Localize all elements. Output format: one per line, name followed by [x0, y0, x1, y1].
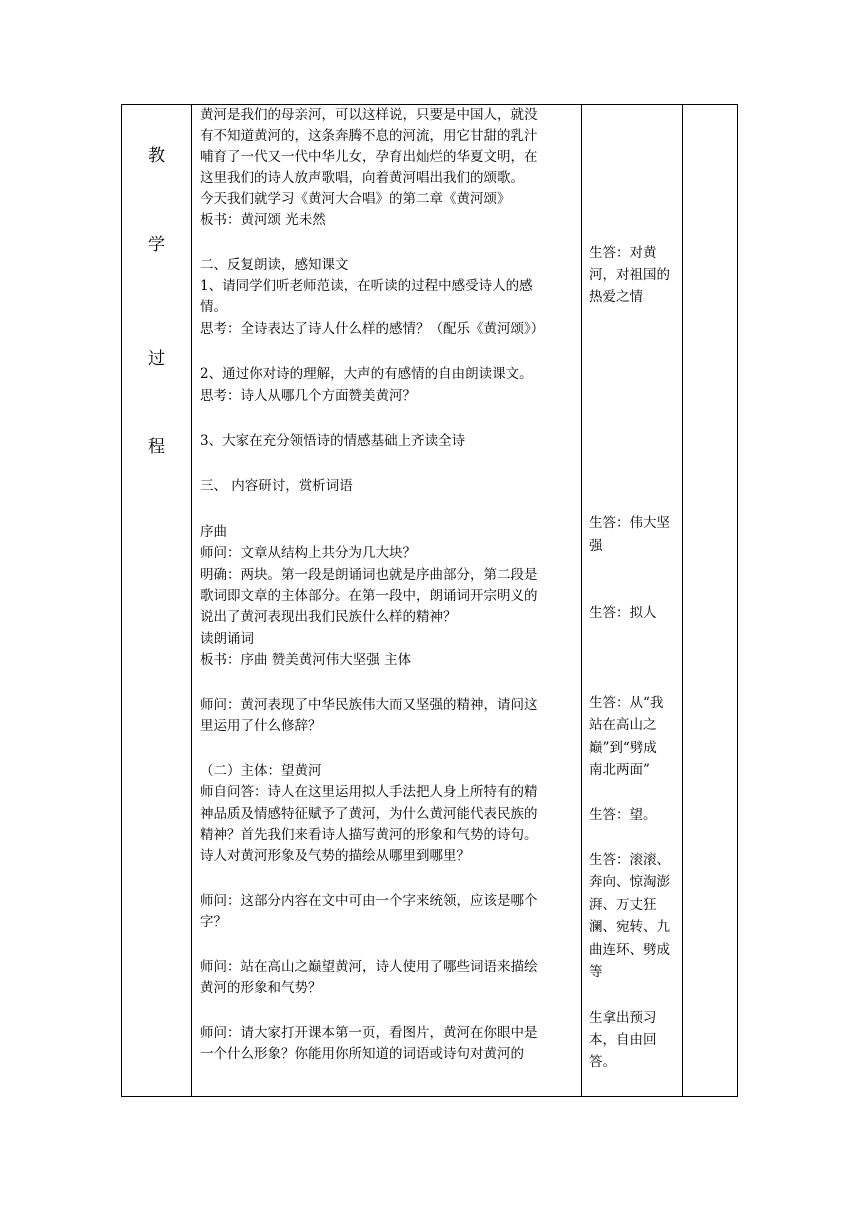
content-line: 说出了黄河表现出我们民族什么样的精神？ — [200, 609, 457, 625]
content-line: 歌词即文章的主体部分。在第一段中，朗诵词开宗明义的 — [200, 588, 538, 604]
side-label-char: 过 — [148, 349, 165, 369]
answer-line: 河，对祖国的 — [589, 267, 670, 283]
student-answers — [589, 105, 679, 1096]
content-line: 哺育了一代又一代中华儿女，孕育出灿烂的华夏文明，在 — [200, 149, 538, 165]
content-line: 明确：两块。第一段是朗诵词也就是序曲部分，第二段是 — [200, 567, 538, 583]
answer-line: 热爱之情 — [589, 289, 643, 305]
content-line: 二、反复朗读，感知课文 — [200, 257, 349, 273]
content-line: 师问：这部分内容在文中可由一个字来统领，应该是哪个 — [200, 893, 538, 909]
answer-line: 南北两面” — [589, 762, 650, 778]
content-line: 思考：全诗表达了诗人什么样的感情？（配乐《黄河颂》） — [200, 321, 545, 337]
answer-line: 曲连环、劈成 — [589, 942, 670, 958]
answer-line: 生答：从“我 — [589, 695, 664, 711]
content-line: 师问：黄河表现了中华民族伟大而又坚强的精神，请问这 — [200, 697, 538, 713]
content-line: 师问：文章从结构上共分为几大块？ — [200, 545, 416, 561]
answer-line: 生答：伟大坚 — [589, 515, 670, 531]
answer-line: 等 — [589, 964, 603, 980]
content-line: 这里我们的诗人放声歌唱，向着黄河唱出我们的颂歌。 — [200, 170, 524, 186]
content-line: 3、大家在充分领悟诗的情感基础上齐读全诗 — [200, 433, 466, 449]
column-divider — [682, 105, 683, 1096]
answer-line: 答。 — [589, 1054, 616, 1070]
answer-line: 湃、万丈狂 — [589, 897, 657, 913]
content-line: 思考：诗人从哪几个方面赞美黄河？ — [200, 388, 416, 404]
teaching-content — [200, 105, 576, 1096]
content-line: 1、请同学们听老师范读，在听读的过程中感受诗人的感 — [200, 278, 533, 294]
answer-line: 奔向、惊淘澎 — [589, 874, 670, 890]
answer-line: 生答：拟人 — [589, 605, 657, 621]
content-line: 情。 — [200, 299, 227, 315]
answer-line: 澜、宛转、九 — [589, 919, 670, 935]
side-label-char: 学 — [148, 235, 165, 255]
answer-line: 生答：望。 — [589, 807, 657, 823]
column-divider — [191, 105, 192, 1096]
content-line: 师问：站在高山之巅望黄河，诗人使用了哪些词语来描绘 — [200, 959, 538, 975]
content-line: 板书：序曲 赞美黄河伟大坚强 主体 — [200, 652, 412, 668]
answer-line: 强 — [589, 538, 603, 554]
answer-line: 站在高山之 — [589, 717, 657, 733]
answer-line: 本，自由回 — [589, 1032, 657, 1048]
content-line: 读朗诵词 — [200, 631, 254, 647]
side-label-char: 教 — [148, 146, 165, 166]
content-line: 里运用了什么修辞？ — [200, 718, 322, 734]
content-line: （二）主体：望黄河 — [200, 763, 322, 779]
answer-line: 生拿出预习 — [589, 1010, 657, 1026]
content-line: 有不知道黄河的，这条奔腾不息的河流，用它甘甜的乳汁 — [200, 128, 538, 144]
content-line: 精神？首先我们来看诗人描写黄河的形象和气势的诗句。 — [200, 827, 538, 843]
content-line: 神品质及情感特征赋予了黄河，为什么黄河能代表民族的 — [200, 806, 538, 822]
answer-line: 生答：对黄 — [589, 245, 657, 261]
lesson-table — [121, 104, 738, 1097]
content-line: 序曲 — [200, 524, 227, 540]
content-line: 三、 内容研讨，赏析词语 — [200, 478, 353, 494]
content-line: 字？ — [200, 914, 227, 930]
content-line: 师自问答：诗人在这里运用拟人手法把人身上所特有的精 — [200, 784, 538, 800]
content-line: 诗人对黄河形象及气势的描绘从哪里到哪里？ — [200, 848, 470, 864]
side-label-char: 程 — [148, 437, 165, 457]
content-line: 板书：黄河颂 光未然 — [200, 212, 326, 228]
content-line: 师问：请大家打开课本第一页，看图片，黄河在你眼中是 — [200, 1025, 538, 1041]
content-line: 一个什么形象？你能用你所知道的词语或诗句对黄河的 — [200, 1046, 524, 1062]
content-line: 黄河是我们的母亲河，可以这样说，只要是中国人，就没 — [200, 107, 538, 123]
content-line: 今天我们就学习《黄河大合唱》的第二章《黄河颂》 — [200, 191, 511, 207]
answer-line: 巅”到“劈成 — [589, 740, 657, 756]
content-line: 2、通过你对诗的理解，大声的有感情的自由朗读课文。 — [200, 366, 533, 382]
side-label-column — [122, 105, 191, 1096]
content-line: 黄河的形象和气势？ — [200, 980, 322, 996]
answer-line: 生答：滚滚、 — [589, 852, 670, 868]
